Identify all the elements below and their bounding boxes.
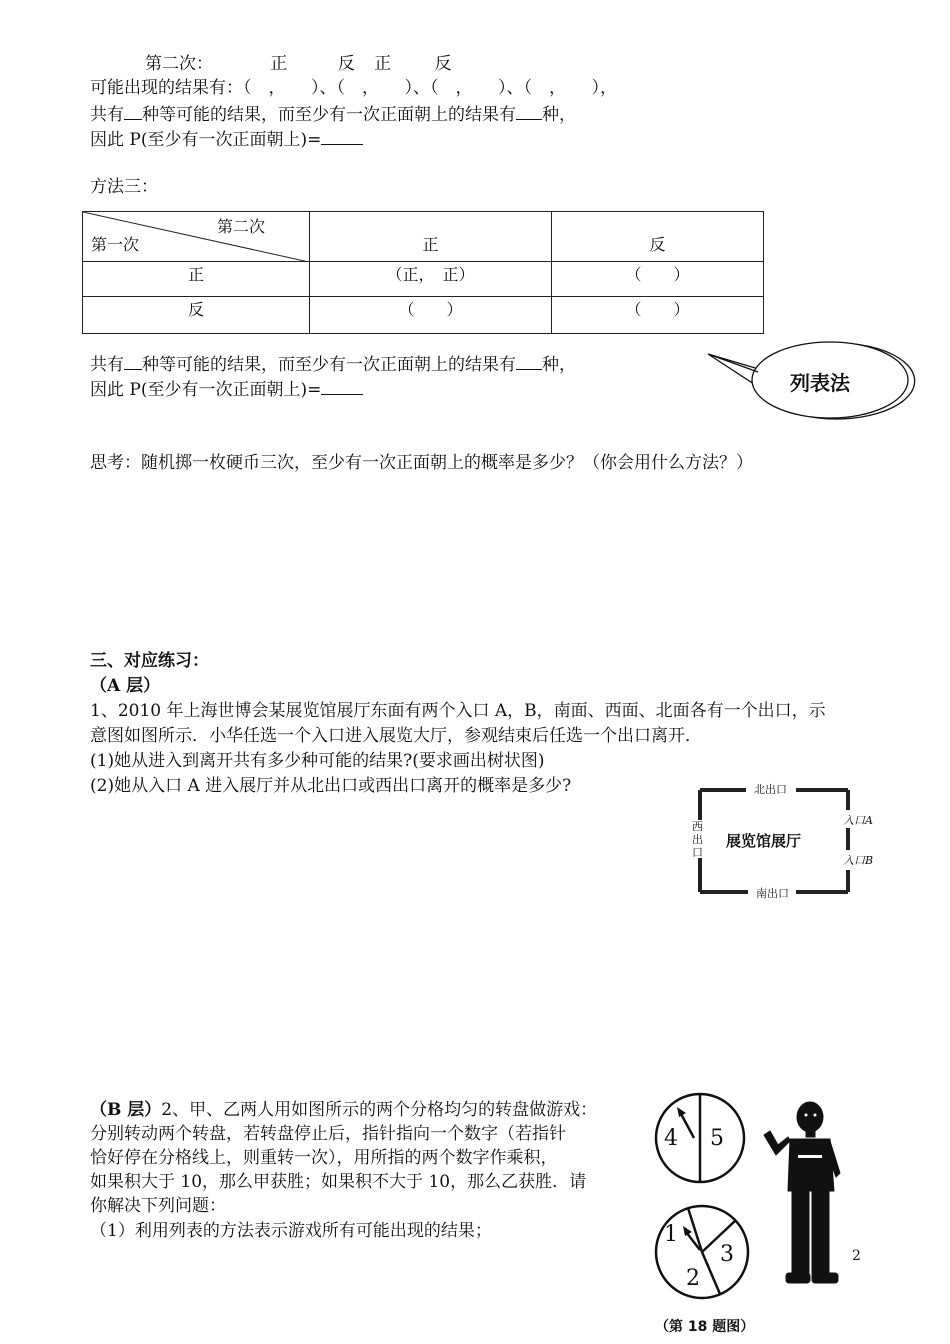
table-corner-cell bbox=[83, 212, 310, 262]
count-text-b: 种等可能的结果，而至少有一次正面朝上的结果有 bbox=[142, 105, 516, 125]
answer-blank[interactable] bbox=[124, 102, 142, 120]
table-cell bbox=[552, 262, 764, 297]
spinner-number: 3 bbox=[720, 1242, 734, 1267]
person-illustration bbox=[762, 1095, 852, 1295]
west-char: 口 bbox=[692, 846, 703, 859]
probability-line bbox=[90, 127, 363, 152]
table-row bbox=[83, 297, 764, 334]
question-part: (2)她从入口 A 进入展厅并从北出口或西出口离开的概率是多少? bbox=[90, 776, 572, 796]
result-slot: （ ， ）、 bbox=[336, 78, 430, 98]
outcome-label: 反 bbox=[337, 54, 355, 74]
count-text-a: 共有 bbox=[90, 355, 124, 375]
count-line bbox=[90, 352, 576, 377]
layer-a-label: （A 层） bbox=[90, 676, 161, 696]
question-text: 你解决下列问题： bbox=[90, 1196, 226, 1216]
spinner-number: 2 bbox=[686, 1266, 700, 1291]
table-row bbox=[83, 262, 764, 297]
row-header-label: 反 bbox=[187, 300, 204, 319]
question-text-b: 2、甲、乙两人用如图所示的两个分格均匀的转盘做游戏： bbox=[161, 1100, 598, 1120]
answer-blank[interactable] bbox=[321, 377, 363, 395]
page-number: 2 bbox=[852, 1248, 861, 1264]
south-exit-label: 南出口 bbox=[756, 887, 789, 900]
corner-bottom-label: 第一次 bbox=[91, 235, 140, 254]
row-header-label: 正 bbox=[187, 265, 204, 284]
answer-blank[interactable] bbox=[516, 102, 542, 120]
question-text bbox=[90, 1098, 597, 1122]
result-slot: （ ， ）、 bbox=[243, 78, 337, 98]
results-line bbox=[90, 76, 617, 100]
corner-top-label: 第二次 bbox=[217, 217, 266, 236]
hall-diagram bbox=[688, 780, 883, 902]
result-slot: （ ， ）、 bbox=[430, 78, 524, 98]
method3-label: 方法三： bbox=[90, 177, 158, 197]
count-text-a: 共有 bbox=[90, 105, 124, 125]
spinner-number: 4 bbox=[664, 1126, 678, 1151]
outcome-table bbox=[82, 211, 764, 334]
cell-value: （ ） bbox=[625, 300, 690, 319]
probability-text: 因此 P(至少有一次正面朝上)= bbox=[90, 380, 322, 400]
west-char: 西 bbox=[692, 820, 703, 833]
answer-blank[interactable] bbox=[516, 352, 542, 370]
cell-value: （ ） bbox=[625, 265, 690, 284]
hall-center-label: 展览馆展厅 bbox=[726, 832, 802, 850]
col-header-cell bbox=[552, 212, 764, 262]
section-title: 三、对应练习： bbox=[90, 651, 209, 671]
count-text-c: 种， bbox=[542, 355, 576, 375]
col-header-label: 正 bbox=[422, 235, 439, 254]
question-part: （1）利用列表的方法表示游戏所有可能出现的结果； bbox=[90, 1221, 492, 1241]
bubble-label: 列表法 bbox=[790, 371, 850, 395]
probability-line bbox=[90, 377, 363, 402]
result-slot: （ ， ）， bbox=[523, 78, 617, 98]
question-text: 如果积大于 10，那么甲获胜；如果积不大于 10，那么乙获胜．请 bbox=[90, 1172, 587, 1192]
question-text: 意图如图所示．小华任选一个入口进入展览大厅，参观结束后任选一个出口离开． bbox=[90, 726, 702, 746]
col-header-label: 反 bbox=[649, 235, 666, 254]
cell-value: （ ） bbox=[398, 300, 463, 319]
entry-a-label: 入口A bbox=[843, 814, 873, 827]
west-char: 出 bbox=[692, 833, 703, 846]
outcome-label: 反 bbox=[434, 54, 452, 74]
outcome-label: 正 bbox=[374, 54, 392, 74]
figure-caption: （第 18 题图） bbox=[655, 1319, 755, 1335]
think-question: 思考：随机掷一枚硬币三次，至少有一次正面朝上的概率是多少？（你会用什么方法？） bbox=[90, 453, 753, 473]
results-prefix: 可能出现的结果有： bbox=[90, 78, 243, 98]
entry-b-label: 入口B bbox=[843, 854, 874, 867]
question-part: (1)她从进入到离开共有多少种可能的结果?(要求画出树状图) bbox=[90, 751, 545, 771]
table-cell bbox=[552, 297, 764, 334]
north-exit-label: 北出口 bbox=[754, 783, 787, 796]
answer-blank[interactable] bbox=[124, 352, 142, 370]
second-throw-label: 第二次： bbox=[145, 54, 213, 74]
question-text: 恰好停在分格线上，则重转一次），用所指的两个数字作乘积， bbox=[90, 1148, 558, 1168]
question-text: 1、2010 年上海世博会某展览馆展厅东面有两个入口 A，B，南面、西面、北面各有一个出口，示 bbox=[90, 701, 826, 721]
count-line bbox=[90, 102, 576, 127]
cell-value: （正， 正） bbox=[386, 265, 475, 284]
spinner-number: 5 bbox=[710, 1126, 724, 1151]
row-header-cell bbox=[83, 262, 310, 297]
count-text-c: 种， bbox=[542, 105, 576, 125]
spinner-two bbox=[650, 1200, 760, 1305]
question-text: 分别转动两个转盘，若转盘停止后，指针指向一个数字（若指针 bbox=[90, 1124, 566, 1144]
count-text-b: 种等可能的结果，而至少有一次正面朝上的结果有 bbox=[142, 355, 516, 375]
spinner-number: 1 bbox=[664, 1222, 678, 1247]
outcome-label: 正 bbox=[270, 54, 288, 74]
table-cell bbox=[310, 297, 552, 334]
col-header-cell bbox=[310, 212, 552, 262]
west-exit-label bbox=[692, 820, 704, 859]
answer-blank[interactable] bbox=[321, 127, 363, 145]
second-throw-line bbox=[145, 52, 452, 76]
table-cell bbox=[310, 262, 552, 297]
row-header-cell bbox=[83, 297, 310, 334]
layer-b-label: （B 层） bbox=[90, 1100, 162, 1120]
probability-text: 因此 P(至少有一次正面朝上)= bbox=[90, 130, 322, 150]
